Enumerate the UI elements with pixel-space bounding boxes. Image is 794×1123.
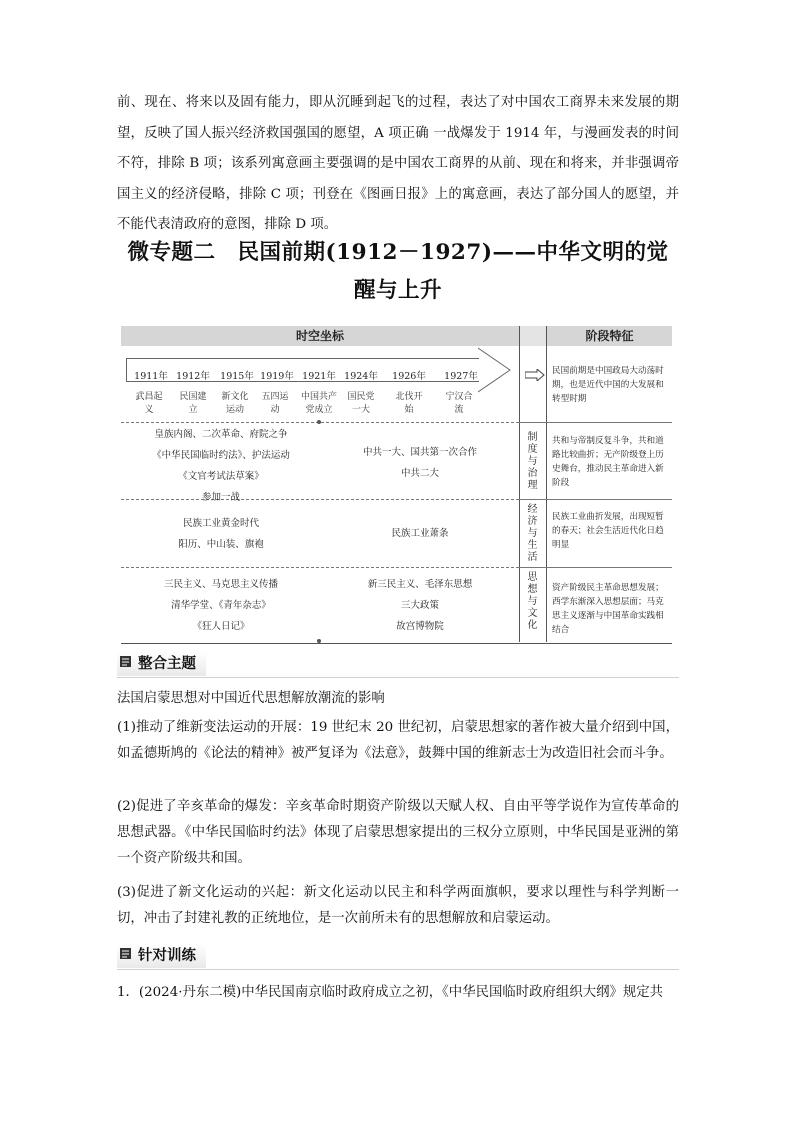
year-label: 1924年 <box>344 371 378 382</box>
section-heading-integrated-theme: 整合主题 <box>117 652 206 676</box>
row-culture-left: 三民主义、马克思主义传播 清华学堂、《青年杂志》 《狂人日记》 <box>163 579 278 632</box>
year-label: 1926年 <box>392 371 426 382</box>
row-label-culture: 思想与文化 <box>527 572 538 631</box>
row-label-economy: 经济与生活 <box>527 504 538 563</box>
section-subtitle: 法国启蒙思想对中国近代思想解放潮流的影响 <box>117 691 385 706</box>
timeline-table <box>121 326 672 642</box>
right-arrow-icon <box>525 369 545 381</box>
row-institutions-left: 皇族内阁、二次革命、府院之争 《中华民国临时约法》、护法运动 《文官考试法草案》 参加一战 <box>152 429 290 503</box>
event-label: 民国建立 <box>179 392 207 415</box>
divider-dot <box>317 639 321 643</box>
row-label-institutions: 制度与治理 <box>527 432 538 491</box>
page-title: 微专题二 民国前期(1912－1927)——中华文明的觉醒与上升 <box>127 240 669 303</box>
event-label: 中国共产党成立 <box>300 392 337 415</box>
row-feature-culture: 资产阶级民主革命思想发展；西学东渐深入思想层面；马克思主义逐渐与中国革命实践相结合 <box>552 583 664 635</box>
intro-paragraph: 前、现在、将来以及固有能力，即从沉睡到起飞的过程，表达了对中国农工商界未来发展的期望，反映了国人振兴经济救国强国的愿望，A 项正确 一战爆发于 1914 年，与漫画发表的时间不符，排除 B 项；该系列寓意画主要强调的是中国农工商界的从前、现在和将来，并非强调帝国主义的经济侵略，排除 C 项；刊登在《图画日报》上的寓意画，表达了部分国人的愿望，并不能代表清政府的意图，排除 D 项。 <box>117 95 679 232</box>
column-divider <box>546 326 547 642</box>
row-feature-institutions: 共和与帝制反复斗争，共和道路比较曲折；无产阶级登上历史舞台，推动民主革命进入新阶段 <box>552 436 664 488</box>
timeline-arrow-head <box>478 347 512 393</box>
event-label: 五四运动 <box>261 392 289 415</box>
header-spacer <box>519 326 546 346</box>
question-1: 1．(2024·丹东二模)中华民国南京临时政府成立之初，《中华民国临时政府组织大纲》规定共 <box>117 985 664 1000</box>
year-label: 1912年 <box>176 371 210 382</box>
point-3: (3)促进了新文化运动的兴起：新文化运动以民主和科学两面旗帜，要求以理性与科学判断一切，冲击了封建礼教的正统地位，是一次前所未有的思想解放和启蒙运动。 <box>117 885 679 926</box>
point-1: (1)推动了维新变法运动的开展：19 世纪末 20 世纪初，启蒙思想家的著作被大量介绍到中国，如孟德斯鸠的《论法的精神》被严复译为《法意》，鼓舞中国的维新志士为改造旧社会而斗争。 <box>117 720 679 761</box>
row-culture-right: 新三民主义、毛泽东思想 三大政策 故宫博物院 <box>367 579 473 632</box>
event-label: 武昌起义 <box>135 392 163 415</box>
event-label: 新文化运动 <box>221 392 249 415</box>
event-label: 国民党一大 <box>347 392 375 415</box>
year-label: 1911年 <box>134 371 168 382</box>
year-label: 1927年 <box>444 371 478 382</box>
stage-feature-text: 民国前期是中国政局大动荡时期，也是近代中国的大发展和转型时期 <box>552 366 664 404</box>
year-label: 1915年 <box>220 371 254 382</box>
event-label: 宁汉合流 <box>445 392 473 415</box>
header-stage-features: 阶段特征 <box>547 326 672 346</box>
row-feature-economy: 民族工业曲折发展，出现短暂的春天；社会生活近代化日趋明显 <box>552 512 664 550</box>
section-heading-targeted-training: 针对训练 <box>117 944 206 968</box>
header-time-coordinates: 时空坐标 <box>121 326 519 346</box>
year-label: 1919年 <box>260 371 294 382</box>
point-2: (2)促进了辛亥革命的爆发：辛亥革命时期资产阶级以天赋人权、自由平等学说作为宣传革命的思想武器。《中华民国临时约法》体现了启蒙思想家提出的三权分立原则，中华民国是亚洲的第一个资产阶级共和国。 <box>117 799 679 866</box>
event-label: 北伐开始 <box>395 392 423 415</box>
row-institutions-right: 中共一大、国共第一次合作 中共二大 <box>362 447 477 479</box>
row-economy-left: 民族工业黄金时代 阳历、中山装、旗袍 <box>178 518 264 550</box>
document-icon <box>119 944 132 968</box>
row-economy-right: 民族工业萧条 <box>391 528 449 539</box>
document-icon <box>119 652 132 676</box>
year-label: 1921年 <box>302 371 336 382</box>
